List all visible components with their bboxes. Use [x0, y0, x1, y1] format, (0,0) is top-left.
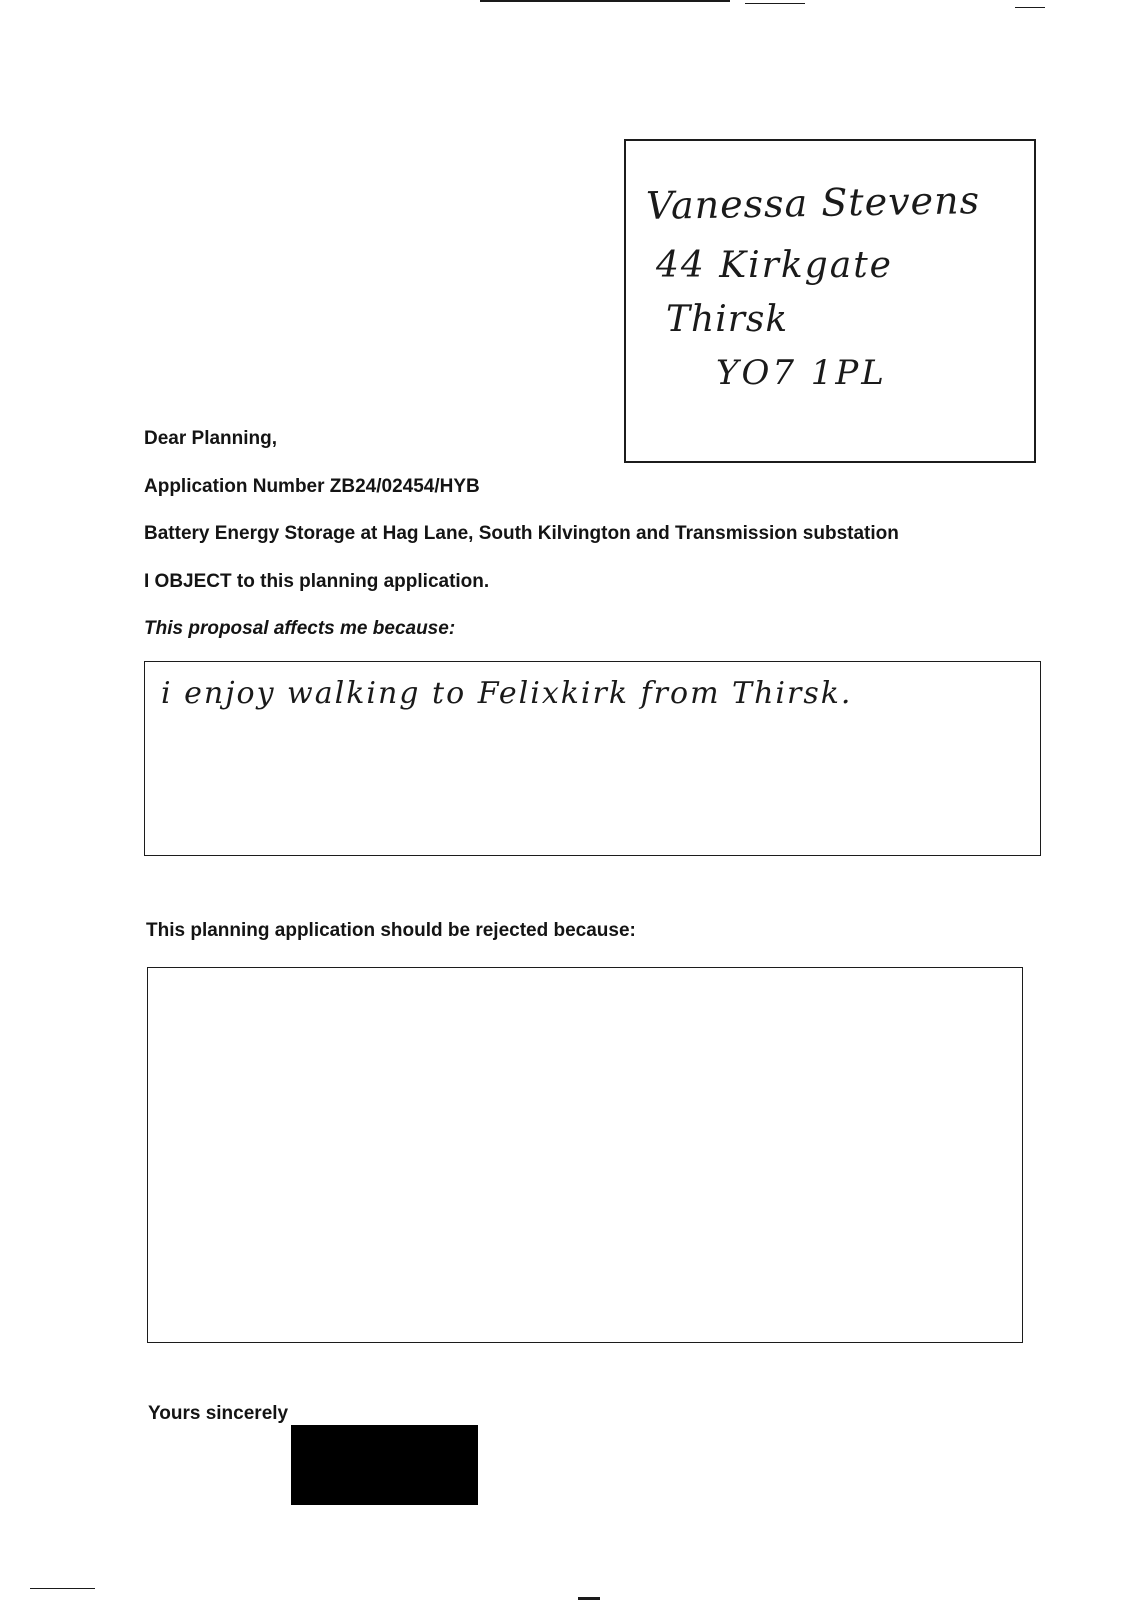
affects-answer: i enjoy walking to Felixkirk from Thirsk.	[161, 676, 853, 711]
address-postcode: YO7 1PL	[716, 353, 887, 393]
salutation: Dear Planning,	[144, 428, 278, 449]
scan-mark-top-dash	[745, 3, 805, 4]
application-subject: Battery Energy Storage at Hag Lane, South Kilvington and Transmission substation	[144, 523, 899, 544]
address-town: Thirsk	[666, 299, 789, 340]
scan-mark-bottom-left	[30, 1588, 95, 1589]
affects-heading: This proposal affects me because:	[144, 618, 456, 639]
scan-mark-top-right	[1015, 7, 1045, 8]
address-box	[624, 139, 1036, 463]
affects-answer-box	[144, 661, 1041, 856]
application-number: Application Number ZB24/02454/HYB	[144, 476, 480, 497]
closing: Yours sincerely	[148, 1403, 289, 1424]
address-street: 44 Kirkgate	[656, 245, 893, 286]
reject-heading: This planning application should be rejected because:	[146, 920, 636, 941]
address-name: Vanessa Stevens	[645, 178, 981, 228]
scan-mark-top	[480, 0, 730, 2]
reject-answer-box	[147, 967, 1023, 1343]
objection-statement: I OBJECT to this planning application.	[144, 571, 490, 592]
signature-redaction	[291, 1425, 478, 1505]
